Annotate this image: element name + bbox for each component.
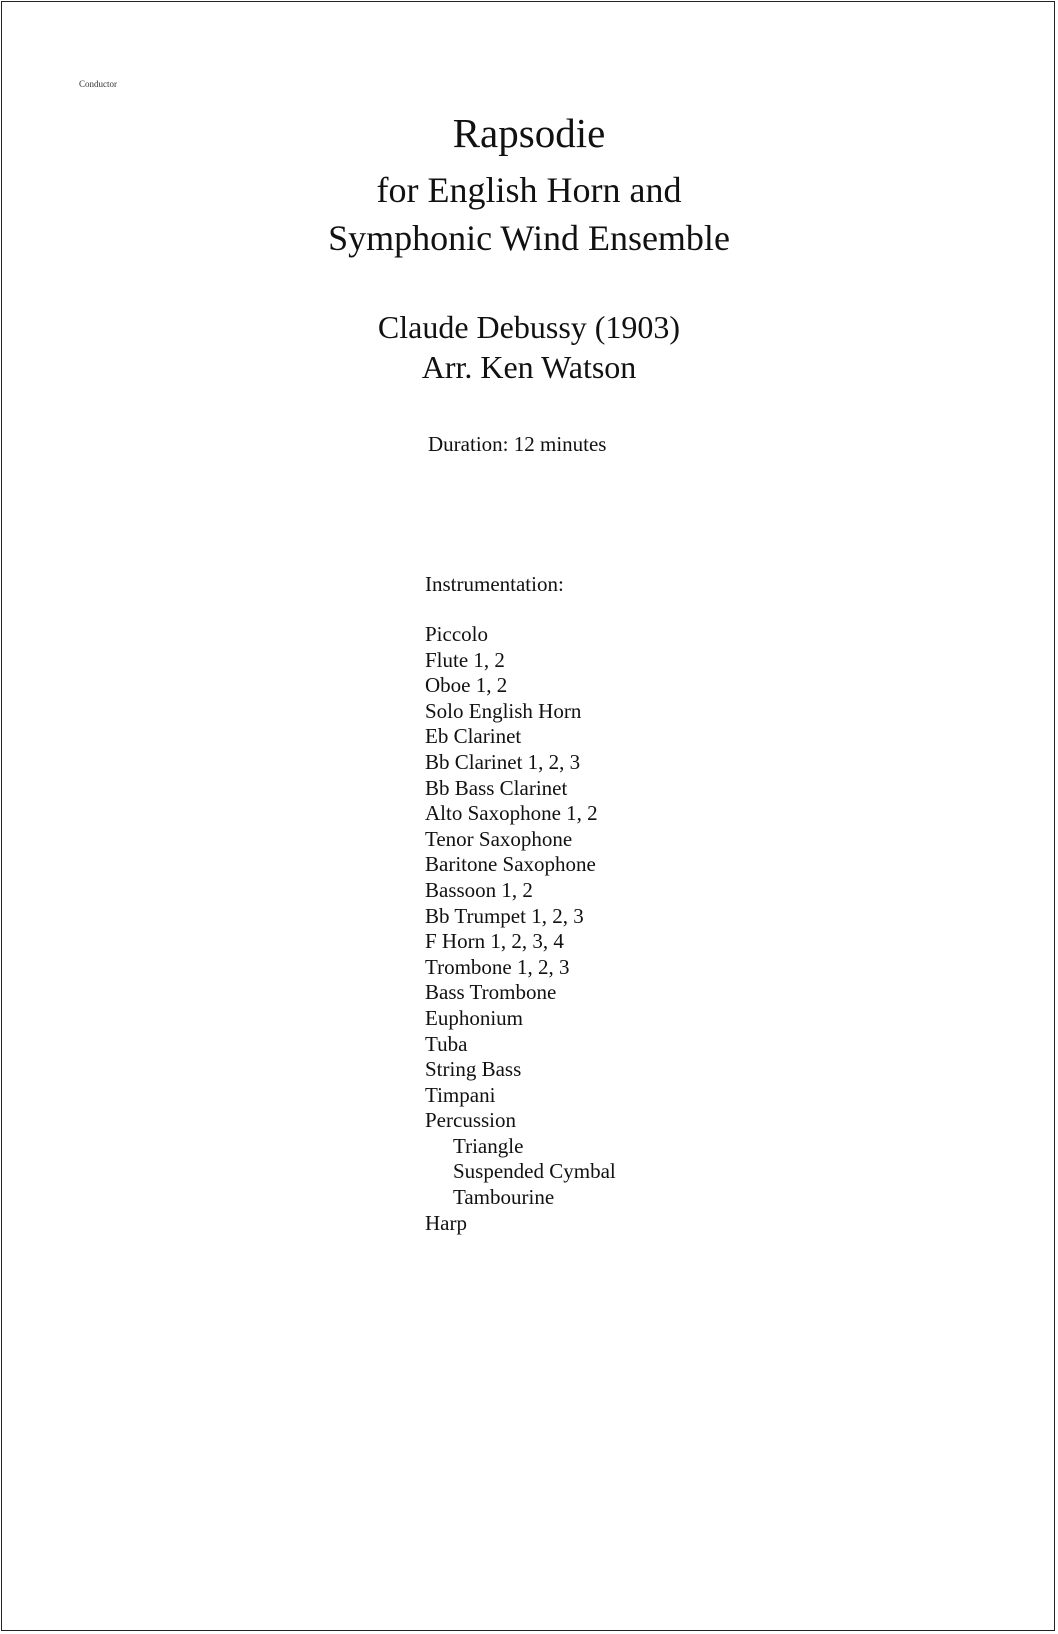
- instrument-item: Trombone 1, 2, 3: [425, 954, 570, 979]
- instrument-item: String Bass: [425, 1057, 522, 1082]
- percussion-sub-item: Suspended Cymbal: [453, 1159, 616, 1184]
- instrument-item: F Horn 1, 2, 3, 4: [425, 929, 564, 954]
- instrument-item: Bb Trumpet 1, 2, 3: [425, 903, 584, 928]
- instrument-item: Bass Trombone: [425, 980, 557, 1005]
- instrumentation-heading: Instrumentation:: [425, 572, 564, 596]
- instrument-item: Harp: [425, 1210, 467, 1235]
- duration-text: Duration: 12 minutes: [428, 432, 607, 456]
- instrument-item: Eb Clarinet: [425, 724, 522, 749]
- instrument-item: Tenor Saxophone: [425, 826, 573, 851]
- instrument-item: Solo English Horn: [425, 698, 582, 723]
- instrument-list: [425, 622, 616, 1236]
- arranger-credit: Arr. Ken Watson: [421, 349, 637, 385]
- instrument-item: Flute 1, 2: [425, 647, 505, 672]
- instrument-item: Tuba: [425, 1031, 468, 1056]
- instrument-item: Baritone Saxophone: [425, 852, 596, 877]
- subtitle-line-2: Symphonic Wind Ensemble: [328, 218, 730, 258]
- subtitle-line-1: for English Horn and: [376, 170, 682, 210]
- instrument-item: Oboe 1, 2: [425, 673, 508, 698]
- percussion-sub-item: Triangle: [453, 1133, 524, 1158]
- part-label: Conductor: [79, 79, 117, 89]
- instrument-item: Bb Clarinet 1, 2, 3: [425, 749, 581, 774]
- instrument-item: Piccolo: [425, 622, 488, 646]
- instrument-item: Percussion: [425, 1108, 516, 1133]
- instrument-item: Euphonium: [425, 1005, 523, 1030]
- instrument-item: Timpani: [425, 1082, 496, 1107]
- piece-title: Rapsodie: [452, 110, 606, 156]
- instrument-item: Alto Saxophone 1, 2: [425, 801, 598, 826]
- percussion-sub-item: Tambourine: [453, 1185, 555, 1210]
- instrument-item: Bb Bass Clarinet: [425, 775, 568, 800]
- instrument-item: Bassoon 1, 2: [425, 877, 533, 902]
- composer-credit: Claude Debussy (1903): [377, 309, 681, 345]
